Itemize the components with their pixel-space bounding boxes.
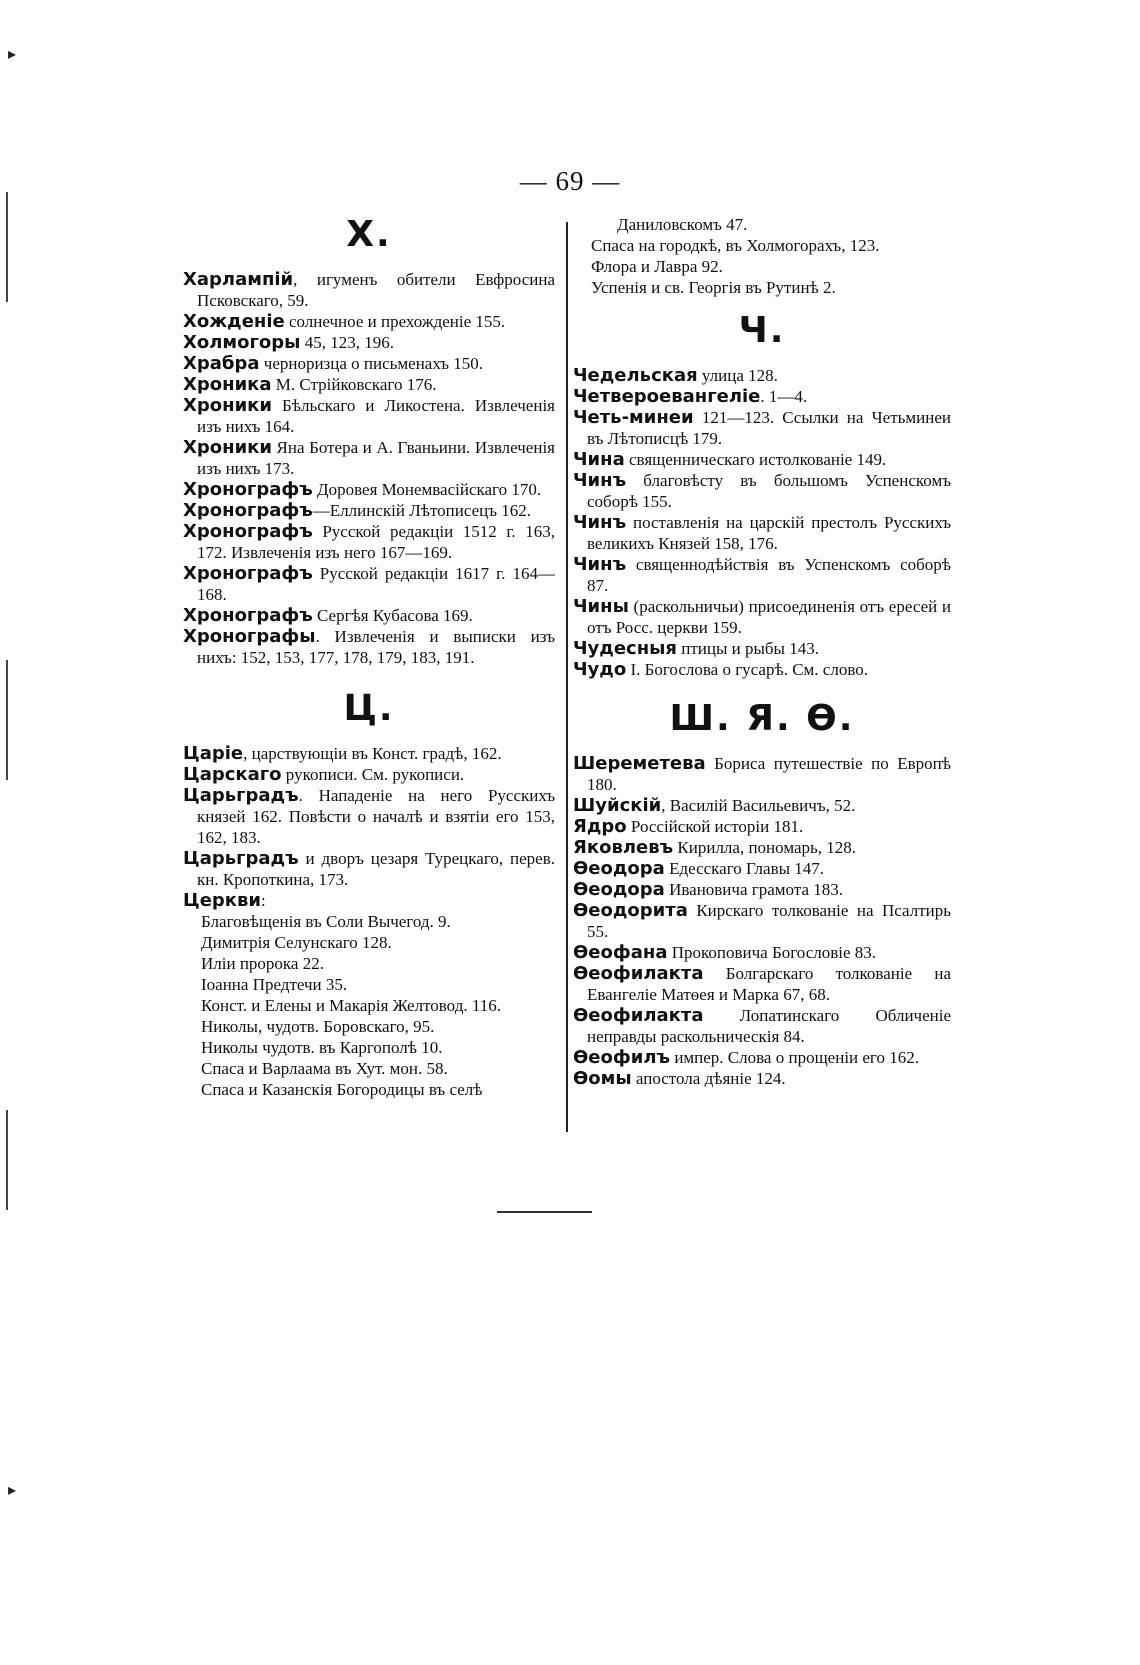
index-entry xyxy=(573,942,951,963)
entry-keyword: Харлампій xyxy=(183,269,294,290)
index-entry xyxy=(573,365,951,386)
entry-text: Бѣльскаго и Ликостена. Извлеченія изъ нихъ 164. xyxy=(197,396,555,436)
church-item-continued: Спаса на городкѣ, въ Холмогорахъ, 123. xyxy=(591,236,880,255)
index-entry xyxy=(183,269,555,311)
index-entry xyxy=(183,437,555,479)
index-entry xyxy=(183,743,555,764)
entry-text: черноризца о письменахъ 150. xyxy=(259,354,483,373)
column-divider xyxy=(566,222,568,1132)
entry-text: (раскольничьи) присоединенія отъ ересей и отъ Росс. церкви 159. xyxy=(587,597,951,637)
entry-text: улица 128. xyxy=(697,366,778,385)
entry-keyword: Хронографъ xyxy=(183,479,313,500)
entry-keyword: Хронографъ xyxy=(183,605,313,626)
entry-text: 45, 123, 196. xyxy=(300,333,394,352)
index-entry xyxy=(183,353,555,374)
index-entry xyxy=(183,500,555,521)
entry-text: Лопатинскаго Обличеніе неправды раскольническія 84. xyxy=(587,1006,951,1046)
entry-text: солнечное и прехожденіе 155. xyxy=(284,312,506,331)
entry-text: священническаго истолкованіе 149. xyxy=(624,450,887,469)
scan-edge-line xyxy=(6,1110,8,1210)
entry-keyword: Хронографъ xyxy=(183,563,313,584)
entry-text: І. Богослова о гусарѣ. См. слово. xyxy=(626,660,868,679)
index-entry xyxy=(573,596,951,638)
entry-keyword: Яковлевъ xyxy=(573,837,674,858)
entry-keyword: Ѳомы xyxy=(573,1068,632,1089)
section-heading-ts: Ц. xyxy=(343,688,395,729)
entry-text: . 1—4. xyxy=(760,387,808,406)
index-entry xyxy=(183,332,555,353)
index-entry xyxy=(183,374,555,395)
entry-keyword: Чедельская xyxy=(573,365,698,386)
entry-text: Едесскаго Главы 147. xyxy=(664,859,825,878)
index-entry xyxy=(573,554,951,596)
entry-keyword: Хронографъ xyxy=(183,500,313,521)
index-entry xyxy=(573,386,951,407)
index-entry xyxy=(573,449,951,470)
entry-keyword: Четвероевангеліе xyxy=(573,386,761,407)
church-item: Спаса и Казанскія Богородицы въ селѣ xyxy=(201,1080,483,1099)
entry-keyword: Чинъ xyxy=(573,470,627,491)
entry-keyword: Ѳеодорита xyxy=(573,900,688,921)
entry-text: и дворъ цезаря Турецкаго, перев. кн. Кропоткина, 173. xyxy=(197,849,555,889)
church-item: Иліи пророка 22. xyxy=(201,954,324,973)
entry-text: , царствующіи въ Конст. градѣ, 162. xyxy=(243,744,502,763)
end-rule xyxy=(497,1211,592,1213)
entry-text: Болгарскаго толкованіе на Евангеліе Матѳея и Марка 67, 68. xyxy=(587,964,951,1004)
index-entry xyxy=(573,1047,951,1068)
entry-keyword: Церкви xyxy=(183,890,262,911)
index-entry xyxy=(573,470,951,512)
entry-text: , Василій Васильевичъ, 52. xyxy=(661,796,856,815)
entry-text: Русской редакціи 1617 г. 164—168. xyxy=(197,564,555,604)
entry-keyword: Ѳеофана xyxy=(573,942,668,963)
index-entry xyxy=(573,879,951,900)
entry-keyword: Храбра xyxy=(183,353,260,374)
entry-text: Русской редакціи 1512 г. 163, 172. Извлеченія изъ него 167—169. xyxy=(197,522,555,562)
index-entry xyxy=(573,659,951,680)
church-item: Николы, чудотв. Боровскаго, 95. xyxy=(201,1017,435,1036)
index-entry xyxy=(573,963,951,1005)
church-item: Іоанна Предтечи 35. xyxy=(201,975,348,994)
entry-text: Бориса путешествіе по Европѣ 180. xyxy=(587,754,951,794)
index-entry xyxy=(573,900,951,942)
church-item: Спаса и Варлаама въ Хут. мон. 58. xyxy=(201,1059,448,1078)
entry-text: —Еллинскій Лѣтописецъ 162. xyxy=(312,501,532,520)
entry-keyword: Чина xyxy=(573,449,625,470)
index-entry xyxy=(183,521,555,563)
index-entry xyxy=(183,563,555,605)
index-entry xyxy=(573,1068,951,1089)
index-entry xyxy=(183,626,555,668)
church-item-continued: Даниловскомъ 47. xyxy=(617,215,748,234)
entry-keyword: Холмогоры xyxy=(183,332,301,353)
scan-edge-line xyxy=(6,192,8,302)
entry-keyword: Шереметева xyxy=(573,753,706,774)
index-entry xyxy=(183,395,555,437)
entry-text: благовѣсту въ большомъ Успенскомъ соборѣ 155. xyxy=(587,471,951,511)
entry-keyword: Царіе xyxy=(183,743,244,764)
entry-text: , игуменъ обители Евфросина Псковскаго, 59. xyxy=(197,270,555,310)
index-entry xyxy=(183,785,555,848)
left-column xyxy=(183,214,555,1100)
entry-text: : xyxy=(261,891,266,910)
entry-keyword: Царскаго xyxy=(183,764,282,785)
section-heading-sh: Ш. Я. Ѳ. xyxy=(669,698,855,739)
church-item-continued: Успенія и св. Георгія въ Рутинѣ 2. xyxy=(591,278,836,297)
index-entry xyxy=(573,753,951,795)
entry-text: священнодѣйствія въ Успенскомъ соборѣ 87. xyxy=(587,555,951,595)
entry-text: апостола дѣяніе 124. xyxy=(631,1069,786,1088)
index-entry xyxy=(183,605,555,626)
right-column xyxy=(573,214,951,1089)
index-entry xyxy=(573,795,951,816)
entry-keyword: Чины xyxy=(573,596,629,617)
entry-keyword: Хронографы xyxy=(183,626,316,647)
page-number: — 69 — xyxy=(519,166,621,196)
entry-keyword: Хронографъ xyxy=(183,521,313,542)
entry-text: . Извлеченія и выписки изъ нихъ: 152, 153, 177, 178, 179, 183, 191. xyxy=(197,627,555,667)
entry-text: М. Стрійковскаго 176. xyxy=(271,375,437,394)
section-heading-ch: Ч. xyxy=(738,310,786,351)
entry-keyword: Хроники xyxy=(183,437,273,458)
index-entry xyxy=(183,479,555,500)
entry-text: рукописи. См. рукописи. xyxy=(281,765,465,784)
entry-text: . Нападеніе на него Русскихъ князей 162. Повѣсти о началѣ и взятіи его 153, 162, 183. xyxy=(197,786,555,847)
church-item: Димитрія Селунскаго 128. xyxy=(201,933,392,952)
entry-text: поставленія на царскій престолъ Русскихъ великихъ Князей 158, 176. xyxy=(587,513,951,553)
index-entry xyxy=(183,764,555,785)
entry-keyword: Хроники xyxy=(183,395,273,416)
entry-keyword: Ѳеофилъ xyxy=(573,1047,671,1068)
index-entry xyxy=(573,837,951,858)
section-heading-kh: Х. xyxy=(346,214,392,255)
entry-keyword: Чудо xyxy=(573,659,627,680)
entry-keyword: Ѳеодора xyxy=(573,879,665,900)
index-entry xyxy=(573,638,951,659)
entry-text: Прокоповича Богословіе 83. xyxy=(667,943,877,962)
entry-keyword: Четь-минеи xyxy=(573,407,694,428)
scan-edge-mark: ▸ xyxy=(8,44,17,63)
index-entry xyxy=(573,407,951,449)
entry-keyword: Чинъ xyxy=(573,554,627,575)
index-entry xyxy=(183,311,555,332)
church-item-continued: Флора и Лавра 92. xyxy=(591,257,723,276)
entry-keyword: Царьградъ xyxy=(183,785,299,806)
entry-keyword: Хожденіе xyxy=(183,311,285,332)
entry-keyword: Ѳеофилакта xyxy=(573,963,704,984)
index-entry xyxy=(573,1005,951,1047)
entry-keyword: Царьградъ xyxy=(183,848,299,869)
scan-edge-line xyxy=(6,660,8,780)
scan-edge-mark: ▸ xyxy=(8,1480,17,1499)
entry-text: Россійской исторіи 181. xyxy=(626,817,804,836)
church-item: Конст. и Елены и Макарія Желтовод. 116. xyxy=(201,996,501,1015)
index-entry xyxy=(573,816,951,837)
entry-keyword: Чинъ xyxy=(573,512,627,533)
entry-keyword: Ѳеодора xyxy=(573,858,665,879)
index-entry xyxy=(573,512,951,554)
entry-keyword: Ѳеофилакта xyxy=(573,1005,704,1026)
entry-text: Кирилла, пономарь, 128. xyxy=(673,838,857,857)
entry-text: Яна Ботера и А. Гваньини. Извлеченія изъ нихъ 173. xyxy=(197,438,555,478)
entry-text: Доровея Монемвасійскаго 170. xyxy=(312,480,542,499)
index-entry xyxy=(573,858,951,879)
entry-keyword: Шуйскій xyxy=(573,795,662,816)
index-entry xyxy=(183,890,555,911)
entry-text: Сергѣя Кубасова 169. xyxy=(312,606,473,625)
entry-keyword: Чудесныя xyxy=(573,638,677,659)
entry-text: 121—123. Ссылки на Четьминеи въ Лѣтописцѣ 179. xyxy=(587,408,951,448)
index-entry xyxy=(183,848,555,890)
church-item: Николы чудотв. въ Каргополѣ 10. xyxy=(201,1038,443,1057)
entry-keyword: Хроника xyxy=(183,374,272,395)
church-item: Благовѣщенія въ Соли Вычегод. 9. xyxy=(201,912,451,931)
entry-keyword: Ядро xyxy=(573,816,627,837)
entry-text: импер. Слова о прощеніи его 162. xyxy=(670,1048,919,1067)
entry-text: Кирскаго толкованіе на Псалтирь 55. xyxy=(587,901,951,941)
entry-text: птицы и рыбы 143. xyxy=(676,639,819,658)
entry-text: Ивановича грамота 183. xyxy=(664,880,843,899)
